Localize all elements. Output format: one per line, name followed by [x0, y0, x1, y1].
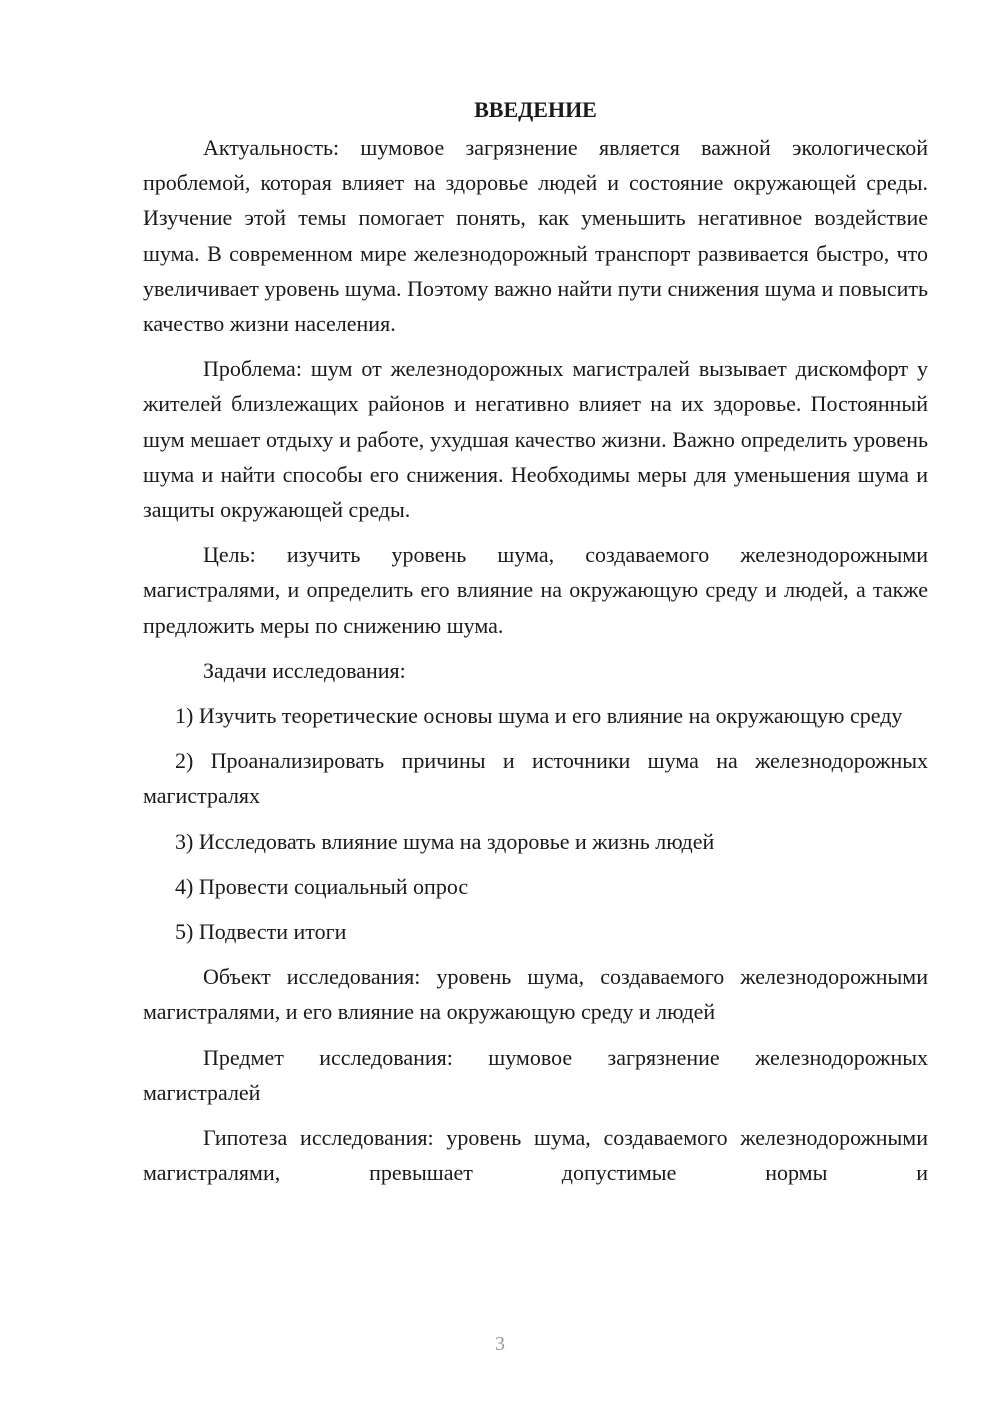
task-item: 4) Провести социальный опрос [175, 873, 469, 899]
task-item: 1) Изучить теоретические основы шума и его влияние на окружающую среду [175, 703, 903, 729]
task-item: 5) Подвести итоги [175, 919, 347, 945]
page-number: 3 [495, 1333, 505, 1355]
relevance-paragraph: Актуальность: шумовое загрязнение является важной экологической проблемой, которая влияет на здоровье людей и состояние окружающей среды. Изучение этой темы помогает понять, как уменьшить негативное воздействие шума. В современном мире железнодорожный транспорт развивается быстро, что увеличивает уровень шума. Поэтому важно найти пути снижения шума и повысить качество жизни населения. [143, 135, 928, 337]
task-item: 3) Исследовать влияние шума на здоровье и жизнь людей [175, 828, 715, 854]
task-item: 2) Проанализировать причины и источники шума на железнодорожных магистралях [143, 748, 928, 809]
tasks-heading: Задачи исследования: [203, 657, 406, 683]
subject-paragraph: Предмет исследования: шумовое загрязнение железнодорожных магистралей [143, 1044, 928, 1105]
tasks-list [143, 698, 928, 949]
problem-paragraph: Проблема: шум от железнодорожных магистралей вызывает дискомфорт у жителей близлежащих районов и негативно влияет на их здоровье. Постоянный шум мешает отдыху и работе, ухудшая качество жизни. Важно определить уровень шума и найти способы его снижения. Необходимы меры для уменьшения шума и защиты окружающей среды. [143, 356, 928, 523]
document-page [143, 92, 928, 1190]
hypothesis-paragraph: Гипотеза исследования: уровень шума, создаваемого железнодорожными магистралями, превышает допустимые нормы и [143, 1125, 928, 1186]
goal-paragraph: Цель: изучить уровень шума, создаваемого железнодорожными магистралями, и определить его влияние на окружающую среду и людей, а также предложить меры по снижению шума. [143, 542, 928, 638]
page-title: ВВЕДЕНИЕ [474, 97, 597, 122]
object-paragraph: Объект исследования: уровень шума, создаваемого железнодорожными магистралями, и его влияние на окружающую среду и людей [143, 964, 928, 1025]
